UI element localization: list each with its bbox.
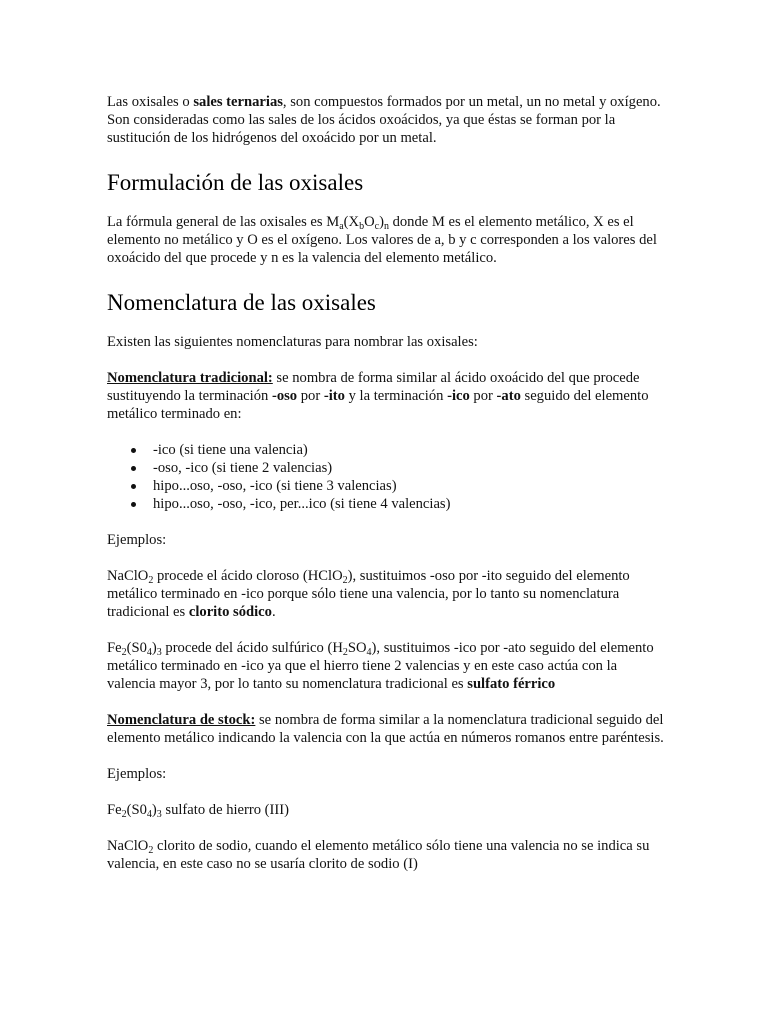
ex3-text-b: (S0 — [126, 802, 147, 818]
formula-text-a: La fórmula general de las oxisales es M — [107, 214, 340, 230]
ex2-sub-3: 3 — [156, 647, 162, 658]
trad-ico: -ico — [447, 388, 470, 404]
ex1-text-a: NaClO — [107, 568, 149, 584]
ex2-bold-name: sulfato férrico — [467, 676, 556, 692]
ex2-sub-2: 4 — [146, 647, 152, 658]
formula-sub-c: c — [374, 221, 380, 232]
bullet-icon — [131, 448, 136, 453]
intro-paragraph — [107, 93, 667, 147]
stock-paragraph — [107, 711, 667, 747]
trad-ato: -ato — [496, 388, 521, 404]
ex3-text-c: ) — [151, 802, 157, 818]
document-page — [107, 93, 667, 873]
ex3-sub-3: 3 — [156, 809, 162, 820]
ex4-sub-1: 2 — [148, 845, 154, 856]
list-item — [107, 459, 667, 477]
tradicional-label: Nomenclatura tradicional: — [107, 370, 273, 386]
ex1-sub-1: 2 — [148, 575, 154, 586]
formula-sub-a: a — [339, 221, 344, 232]
ex3-sub-2: 4 — [146, 809, 152, 820]
heading-nomenclatura: Nomenclatura de las oxisales — [107, 290, 376, 315]
example-stock-naclo2-paragraph — [107, 837, 667, 873]
nomenclatura-intro: Existen las siguientes nomenclaturas para nombrar las oxisales: — [107, 334, 478, 350]
list-item — [107, 441, 667, 459]
ex2-text-b: (S0 — [126, 640, 147, 656]
formula-text-e: donde M es el elemento metálico, X es el elemento no metálico y O es el oxígeno. Los valores de a, b y c corresponden a los valores del oxoácido del que procede y n es la valencia del elemento metálico. — [107, 214, 657, 266]
ex4-text-b: clorito de sodio, cuando el elemento metálico sólo tiene una valencia no se indica su valencia, en este caso no se usaría clorito de sodio (I) — [107, 838, 650, 872]
ex3-sub-1: 2 — [121, 809, 127, 820]
formula-text-c: O — [364, 214, 375, 230]
intro-bold-term: sales ternarias — [193, 94, 283, 110]
formula-sub-b: b — [359, 221, 365, 232]
trad-oso: -oso — [271, 388, 298, 404]
formula-text-d: ) — [379, 214, 384, 230]
list-item — [107, 477, 667, 495]
ex2-text-a: Fe — [107, 640, 122, 656]
ex2-text-d: procede del ácido sulfúrico (H — [161, 640, 343, 656]
ex1-text-c: ), sustituimos -oso por -ito seguido del elemento metálico terminado en -ico porque sólo tiene una valencia, por lo tanto su nomenclatura tradicional es — [107, 568, 630, 620]
heading-formulacion: Formulación de las oxisales — [107, 170, 364, 195]
intro-text-c: , son compuestos formados por un metal, un no metal y oxígeno. Son consideradas como las sales de los ácidos oxoácidos, ya que éstas se forman por la sustitución de los hidrógenos del oxoácido por un metal. — [107, 94, 661, 146]
ex1-text-b: procede el ácido cloroso (HClO — [153, 568, 343, 584]
trad-text-d: por — [469, 388, 497, 404]
ejemplos-label-1: Ejemplos: — [107, 532, 167, 548]
ex1-bold-name: clorito sódico — [188, 604, 272, 620]
list-item — [107, 495, 667, 513]
ex4-text-a: NaClO — [107, 838, 149, 854]
ex1-sub-2: 2 — [342, 575, 348, 586]
ex2-sub-4: 2 — [342, 647, 348, 658]
trad-text-b: por — [297, 388, 324, 404]
list-item-text: -ico (si tiene una valencia) — [153, 442, 308, 458]
trad-text-a: se nombra de forma similar al ácido oxoácido del que procede sustituyendo la terminación — [107, 370, 640, 404]
trad-text-e: seguido del elemento metálico terminado en: — [107, 388, 649, 422]
trad-ito: -ito — [323, 388, 345, 404]
ex1-text-d: . — [271, 604, 276, 620]
terminaciones-list — [107, 441, 667, 513]
stock-label: Nomenclatura de stock: — [107, 712, 256, 728]
formula-sub-n: n — [383, 221, 389, 232]
ex2-text-c: ) — [151, 640, 157, 656]
ejemplos-label-2: Ejemplos: — [107, 766, 167, 782]
example-naclo2-paragraph — [107, 567, 667, 621]
bullet-icon — [131, 466, 136, 471]
ex2-sub-1: 2 — [121, 647, 127, 658]
bullet-icon — [131, 484, 136, 489]
tradicional-paragraph — [107, 369, 667, 423]
formula-paragraph — [107, 213, 667, 267]
formula-text-b: (X — [343, 214, 360, 230]
trad-text-c: y la terminación — [344, 388, 448, 404]
ex2-sub-5: 4 — [366, 647, 372, 658]
bullet-icon — [131, 502, 136, 507]
intro-text-a: Las oxisales o — [107, 94, 194, 110]
ex2-text-e: SO — [347, 640, 367, 656]
list-item-text: hipo...oso, -oso, -ico (si tiene 3 valencias) — [153, 478, 397, 494]
ex3-text-a: Fe — [107, 802, 122, 818]
ex3-text-d: sulfato de hierro (III) — [161, 802, 289, 818]
ex2-text-f: ), sustituimos -ico por -ato seguido del elemento metálico terminado en -ico ya que el hierro tiene 2 valencias y en este caso actúa con la valencia mayor 3, por lo tanto su nomenclatura tradicional es — [107, 640, 654, 692]
list-item-text: -oso, -ico (si tiene 2 valencias) — [153, 460, 333, 476]
example-fe2so43-paragraph — [107, 639, 667, 693]
example-stock-fe-paragraph — [107, 801, 667, 819]
list-item-text: hipo...oso, -oso, -ico, per...ico (si tiene 4 valencias) — [153, 496, 451, 512]
stock-text: se nombra de forma similar a la nomenclatura tradicional seguido del elemento metálico indicando la valencia con la que actúa en números romanos entre paréntesis. — [107, 712, 664, 746]
